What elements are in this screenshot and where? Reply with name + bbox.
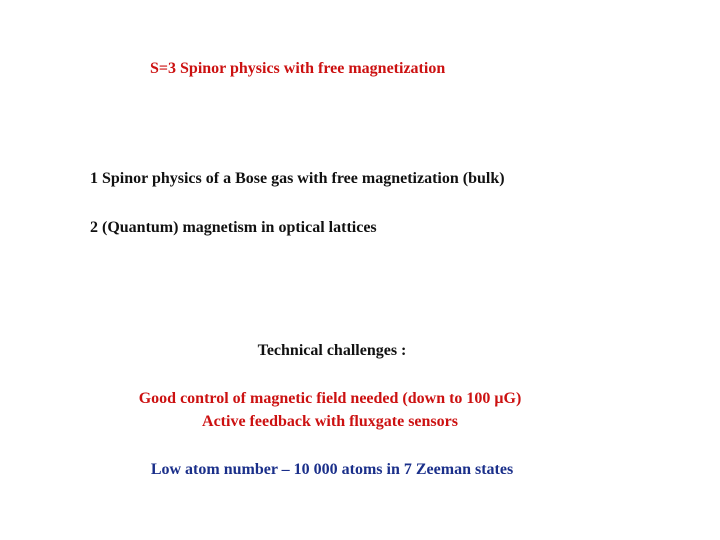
slide-title: S=3 Spinor physics with free magnetization xyxy=(150,60,446,77)
challenges-heading: Technical challenges : xyxy=(257,342,407,359)
list-item-spinor-bulk: 1 Spinor physics of a Bose gas with free magnetization (bulk) xyxy=(90,170,505,187)
challenge-atom-number: Low atom number – 10 000 atoms in 7 Zeeman states xyxy=(150,461,514,478)
list-item-lattice-magnetism: 2 (Quantum) magnetism in optical lattices xyxy=(90,219,377,236)
challenge-magnetic-field: Good control of magnetic field needed (down to 100 μG) xyxy=(138,390,522,407)
challenge-fluxgate-feedback: Active feedback with fluxgate sensors xyxy=(202,413,458,430)
